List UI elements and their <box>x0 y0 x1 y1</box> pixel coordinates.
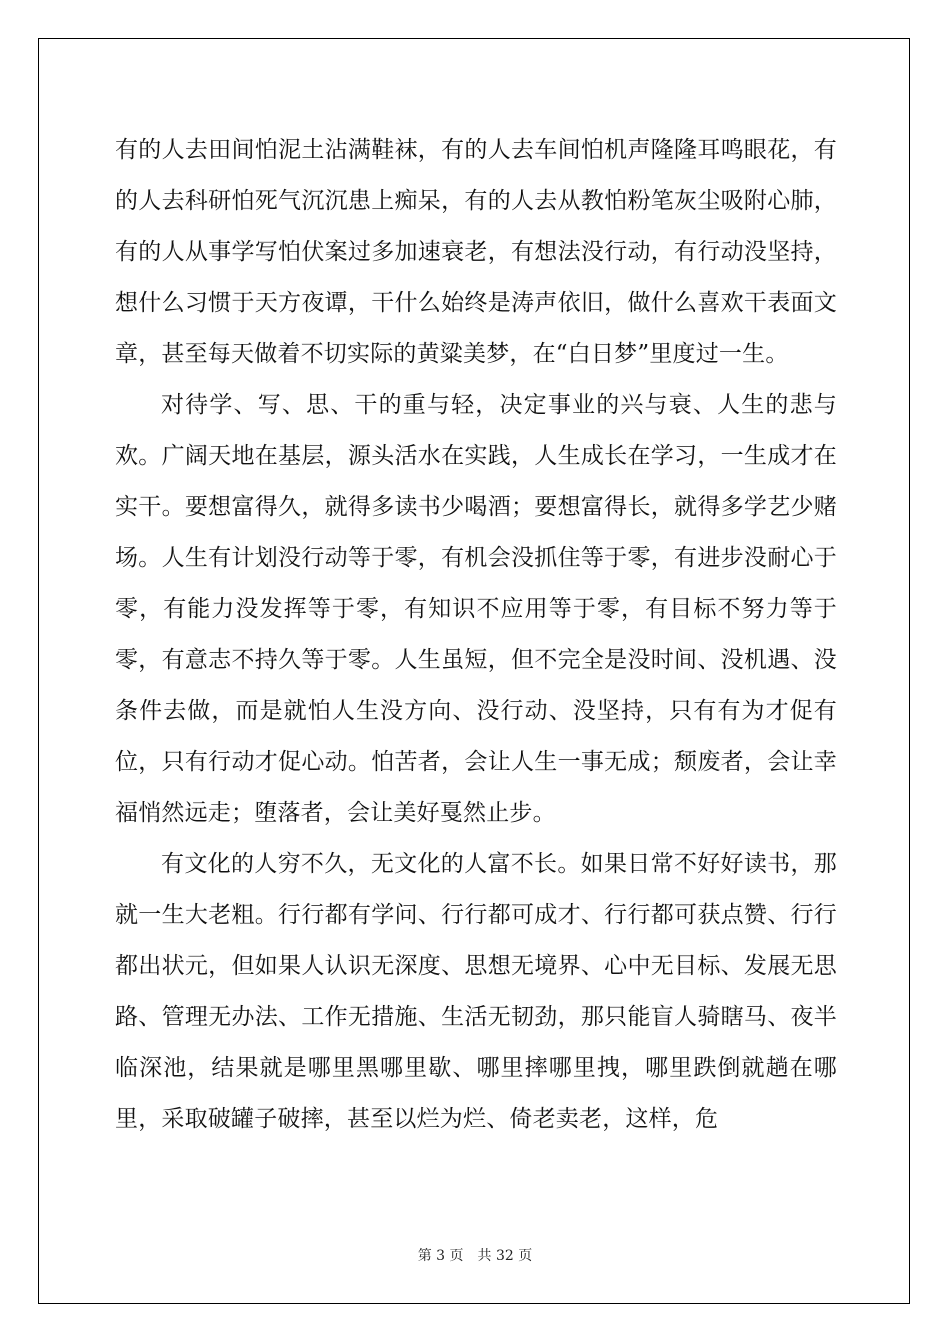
paragraph-3: 有文化的人穷不久，无文化的人富不长。如果日常不好好读书，那就一生大老粗。行行都有学问、行行都可成才、行行都可获点赞、行行都出状元，但如果人认识无深度、思想无境界、心中无目标、发展无思路、管理无办法、工作无措施、生活无韧劲，那只能盲人骑瞎马、夜半临深池，结果就是哪里黑哪里歇、哪里摔哪里拽，哪里跌倒就趟在哪里，采取破罐子破摔，甚至以烂为烂、倚老卖老，这样，危 <box>115 851 837 1132</box>
page-number-footer: 第 3 页 共 32 页 <box>417 1248 533 1264</box>
paragraph-2: 对待学、写、思、干的重与轻，决定事业的兴与衰、人生的悲与欢。广阔天地在基层，源头活水在实践，人生成长在学习，一生成才在实干。要想富得久，就得多读书少喝酒；要想富得长，就得多学艺少赌场。人生有计划没行动等于零，有机会没抓住等于零，有进步没耐心于零，有能力没发挥等于零，有知识不应用等于零，有目标不努力等于零，有意志不持久等于零。人生虽短，但不完全是没时间、没机遇、没条件去做，而是就怕人生没方向、没行动、没坚持，只有有为才促有位，只有行动才促心动。怕苦者，会让人生一事无成；颓废者，会让幸福悄然远走；堕落者，会让美好戛然止步。 <box>115 392 837 826</box>
document-body <box>115 125 837 1145</box>
paragraph-1: 有的人去田间怕泥土沾满鞋袜，有的人去车间怕机声隆隆耳鸣眼花，有的人去科研怕死气沉沉患上痴呆，有的人去从教怕粉笔灰尘吸附心肺，有的人从事学写怕伏案过多加速衰老，有想法没行动，有行动没坚持，想什么习惯于天方夜谭，干什么始终是涛声依旧，做什么喜欢干表面文章，甚至每天做着不切实际的黄粱美梦，在“白日梦”里度过一生。 <box>115 137 837 367</box>
